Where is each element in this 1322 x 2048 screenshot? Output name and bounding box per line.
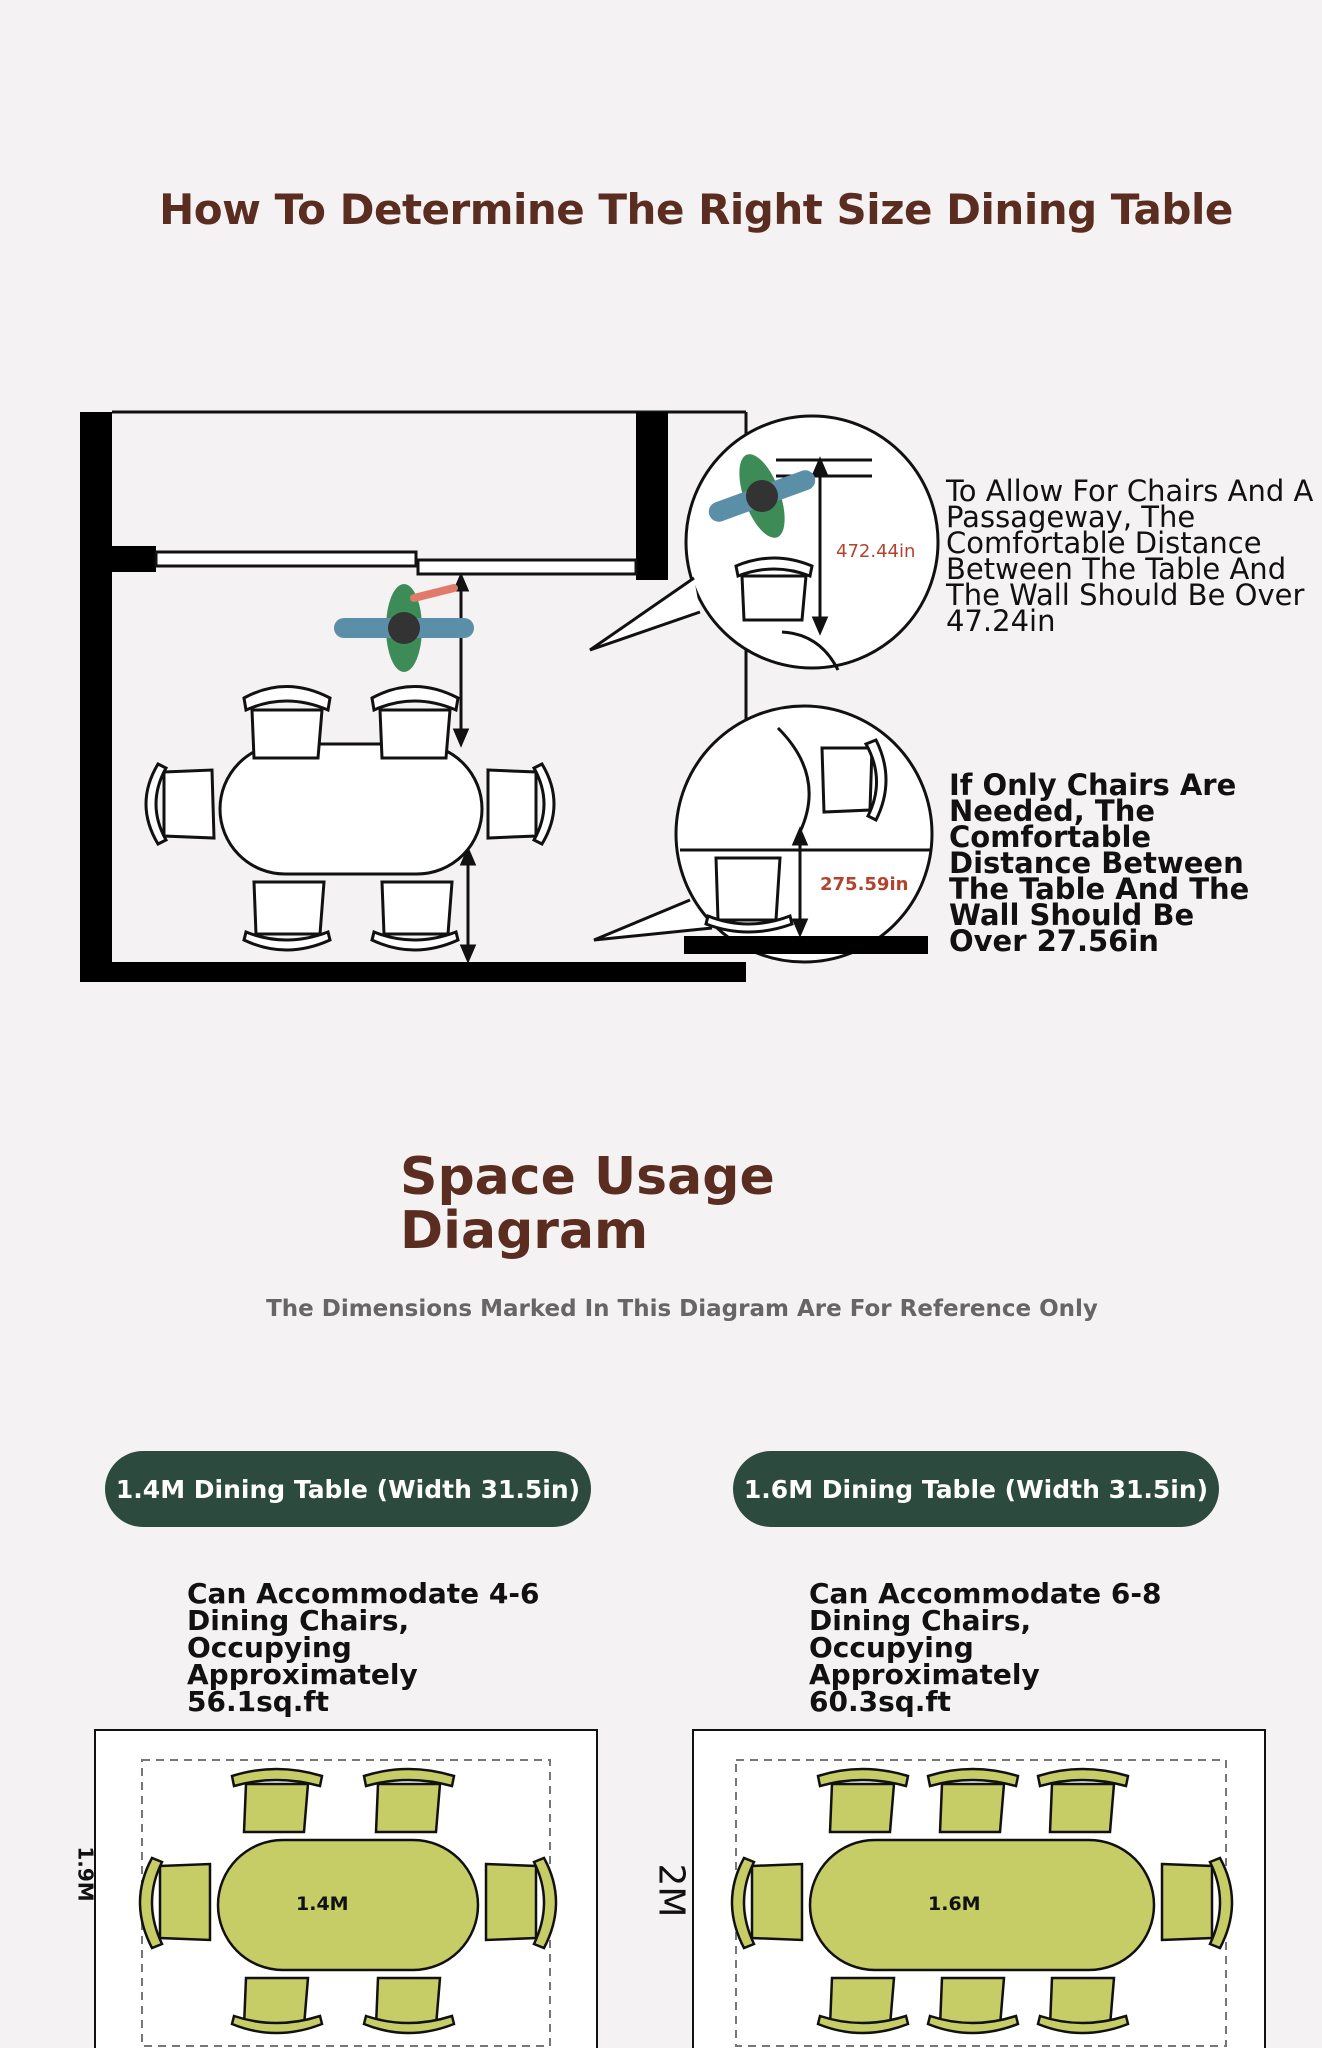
callout-text-2: If Only Chairs Are Needed, The Comfortable Distance Between The Table And The Wall Should Be Over 27.56in — [949, 768, 1250, 958]
dimension-label-1: 1.9M — [73, 1846, 98, 1902]
table-shape-2 — [810, 1840, 1154, 1970]
section-subtitle: The Dimensions Marked In This Diagram Are For Reference Only — [266, 1296, 1098, 1322]
table-size-badge-1: 1.4M Dining Table (Width 31.5in) — [105, 1451, 591, 1527]
section-title — [400, 1147, 775, 1261]
layout-diagram-2 — [692, 1728, 1268, 2048]
table-label-2: 1.6M — [928, 1893, 981, 1915]
measure-label-2: 275.59in — [820, 874, 909, 895]
section-title-line2: Diagram — [400, 1201, 649, 1261]
person-figure — [334, 584, 474, 672]
dining-table — [220, 744, 482, 874]
page-title: How To Determine The Right Size Dining Table — [159, 185, 1233, 234]
wall-bottom — [80, 962, 746, 982]
table-capacity-1: Can Accommodate 4-6 Dining Chairs, Occupying Approximately 56.1sq.ft — [187, 1577, 540, 1718]
wall-pillar — [636, 412, 668, 580]
table-label-1: 1.4M — [296, 1893, 349, 1915]
table-size-badge-2: 1.6M Dining Table (Width 31.5in) — [733, 1451, 1219, 1527]
callout-text-1: To Allow For Chairs And A Passageway, The Comfortable Distance Between The Table And The Wall Should Be Over 47.24in — [946, 474, 1314, 638]
measure-label-1: 472.44in — [836, 541, 916, 562]
layout-diagram-1 — [94, 1728, 600, 2048]
counter — [156, 552, 416, 566]
dimension-label-2: 2M — [650, 1863, 692, 1918]
wall-left — [80, 412, 112, 982]
table-capacity-2: Can Accommodate 6-8 Dining Chairs, Occupying Approximately 60.3sq.ft — [809, 1577, 1162, 1718]
section-title-line1: Space Usage — [400, 1147, 775, 1207]
